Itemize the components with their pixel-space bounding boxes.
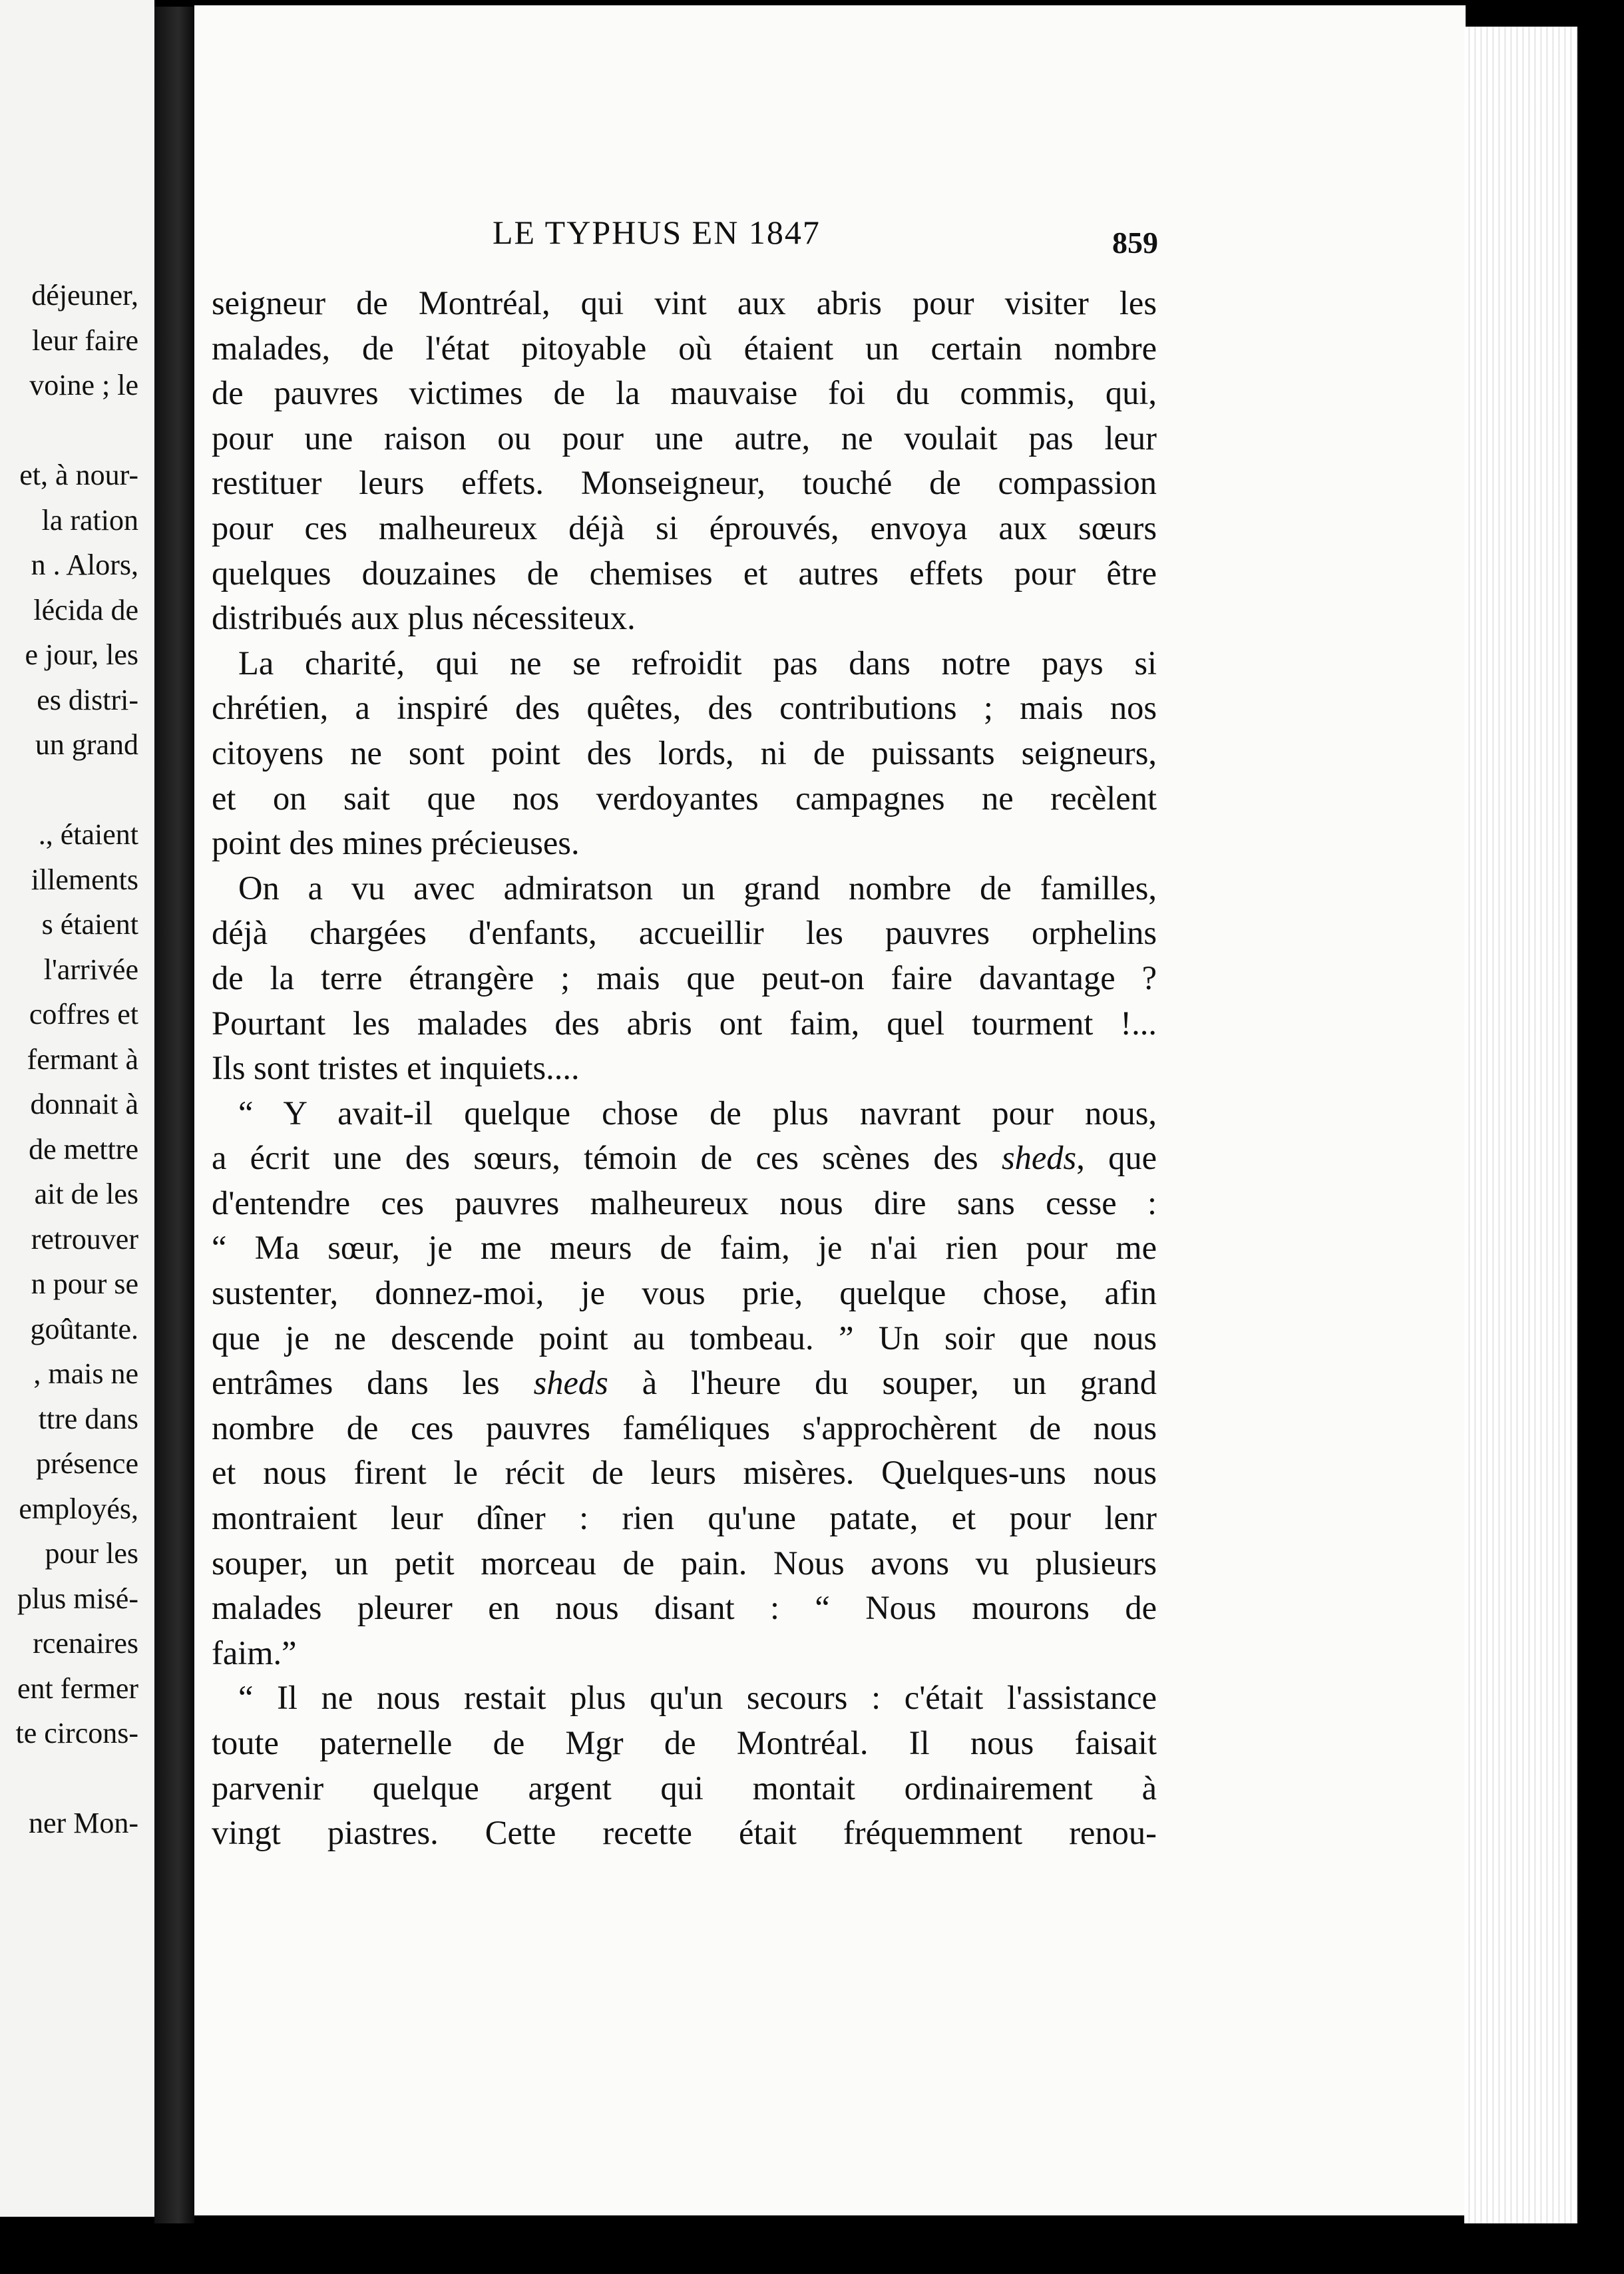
text-line: déjà chargées d'enfants, accueillir les pauvres orphelins: [212, 914, 1157, 952]
text-line: que je ne descende point au tombeau. ” Un soir que nous: [212, 1319, 1157, 1357]
text-line: “ Il ne nous restait plus qu'un secours : c'était l'assistance: [238, 1679, 1157, 1717]
text-line: entrâmes dans les sheds à l'heure du souper, un grand: [212, 1364, 1157, 1402]
facing-page-line: ttre dans: [38, 1402, 138, 1435]
facing-page-text: [0, 273, 138, 1846]
text-line: chrétien, a inspiré des quêtes, des contributions ; mais nos: [212, 689, 1157, 727]
page-number: 859: [1112, 226, 1158, 260]
facing-page-line: voine ; le: [29, 369, 138, 401]
page-edges: [1464, 27, 1577, 2223]
text-line: et nous firent le récit de leurs misères. Quelques-uns nous: [212, 1454, 1157, 1492]
text-line: restituer leurs effets. Monseigneur, touché de compassion: [212, 464, 1157, 502]
facing-page-line: [0, 1756, 138, 1801]
italic-term: sheds: [533, 1364, 608, 1402]
facing-page-line: es distri-: [37, 683, 138, 716]
text-line: toute paternelle de Mgr de Montréal. Il nous faisait: [212, 1724, 1157, 1761]
text-line: malades, de l'état pitoyable où étaient un certain nombre: [212, 329, 1157, 367]
facing-page-line: employés,: [19, 1492, 138, 1525]
text-line: citoyens ne sont point des lords, ni de puissants seigneurs,: [212, 734, 1157, 772]
facing-page-line: illements: [31, 863, 138, 896]
facing-page-line: [0, 768, 138, 813]
facing-page-line: la ration: [41, 503, 138, 537]
body-text: [212, 281, 1157, 1856]
italic-term: sheds: [1001, 1139, 1077, 1177]
facing-page-line: un grand: [35, 728, 138, 761]
facing-page-line: ., étaient: [38, 818, 138, 851]
text-line: pour ces malheureux déjà si éprouvés, envoya aux sœurs: [212, 509, 1157, 547]
text-line: sustenter, donnez-moi, je vous prie, quelque chose, afin: [212, 1274, 1157, 1312]
text-line: de la terre étrangère ; mais que peut-on faire davantage ?: [212, 959, 1157, 997]
text-line: parvenir quelque argent qui montait ordinairement à: [212, 1769, 1157, 1807]
text-line: vingt piastres. Cette recette était fréquemment renou-: [212, 1814, 1157, 1852]
facing-page-line: plus misé-: [17, 1582, 138, 1615]
text-line: nombre de ces pauvres faméliques s'approchèrent de nous: [212, 1409, 1157, 1447]
text-line: souper, un petit morceau de pain. Nous avons vu plusieurs: [212, 1544, 1157, 1582]
facing-page-line: n . Alors,: [31, 549, 138, 581]
text-line: a écrit une des sœurs, témoin de ces scènes des sheds, que: [212, 1139, 1157, 1177]
text-line: de pauvres victimes de la mauvaise foi du commis, qui,: [212, 374, 1157, 412]
facing-page-line: de mettre: [29, 1132, 138, 1166]
facing-page-line: présence: [36, 1447, 138, 1480]
facing-page-line: et, à nour-: [19, 459, 138, 491]
facing-page-line: retrouver: [31, 1222, 138, 1255]
page-header: [293, 213, 1158, 266]
text-line: “ Ma sœur, je me meurs de faim, je n'ai rien pour me: [212, 1229, 1157, 1267]
text-line: montraient leur dîner : rien qu'une patate, et pour lenr: [212, 1499, 1157, 1537]
facing-page-line: ent fermer: [17, 1672, 138, 1705]
facing-page-line: coffres et: [29, 998, 138, 1030]
text-line: seigneur de Montréal, qui vint aux abris pour visiter les: [212, 284, 1157, 322]
text-line: quelques douzaines de chemises et autres effets pour être: [212, 554, 1157, 592]
facing-page-line: ner Mon-: [29, 1807, 138, 1839]
facing-page-line: rcenaires: [33, 1627, 138, 1660]
facing-page-line: ait de les: [34, 1178, 138, 1210]
facing-page-line: fermant à: [27, 1042, 138, 1076]
facing-page-line: te circons-: [15, 1717, 138, 1749]
facing-page-line: s étaient: [41, 908, 138, 941]
text-line: faim.”: [212, 1634, 297, 1672]
facing-page-line: n pour se: [31, 1267, 138, 1300]
facing-page-line: [0, 408, 138, 453]
text-line: d'entendre ces pauvres malheureux nous dire sans cesse :: [212, 1184, 1157, 1222]
text-line: “ Y avait-il quelque chose de plus navrant pour nous,: [238, 1094, 1157, 1132]
facing-page-line: , mais ne: [33, 1357, 138, 1390]
text-line: distribués aux plus nécessiteux.: [212, 599, 636, 637]
facing-page-line: déjeuner,: [31, 279, 138, 312]
running-title: LE TYPHUS EN 1847: [493, 214, 821, 251]
text-line: Ils sont tristes et inquiets....: [212, 1049, 580, 1087]
facing-page-line: goûtante.: [30, 1312, 138, 1345]
facing-page-left: [0, 0, 154, 2217]
text-line: malades pleurer en nous disant : “ Nous mourons de: [212, 1589, 1157, 1627]
text-line: On a vu avec admiratson un grand nombre de familles,: [238, 869, 1157, 907]
text-line: point des mines précieuses.: [212, 824, 580, 862]
book-gutter: [154, 7, 194, 2223]
facing-page-line: lécida de: [33, 593, 138, 626]
text-line: La charité, qui ne se refroidit pas dans notre pays si: [238, 644, 1157, 682]
text-line: pour une raison ou pour une autre, ne voulait pas leur: [212, 419, 1157, 457]
facing-page-line: donnait à: [30, 1088, 138, 1120]
text-line: Pourtant les malades des abris ont faim, quel tourment !...: [212, 1004, 1157, 1042]
facing-page-line: pour les: [45, 1537, 138, 1570]
text-line: et on sait que nos verdoyantes campagnes ne recèlent: [212, 779, 1157, 817]
facing-page-line: l'arrivée: [43, 953, 138, 986]
facing-page-line: e jour, les: [25, 638, 138, 671]
facing-page-line: leur faire: [32, 324, 138, 357]
